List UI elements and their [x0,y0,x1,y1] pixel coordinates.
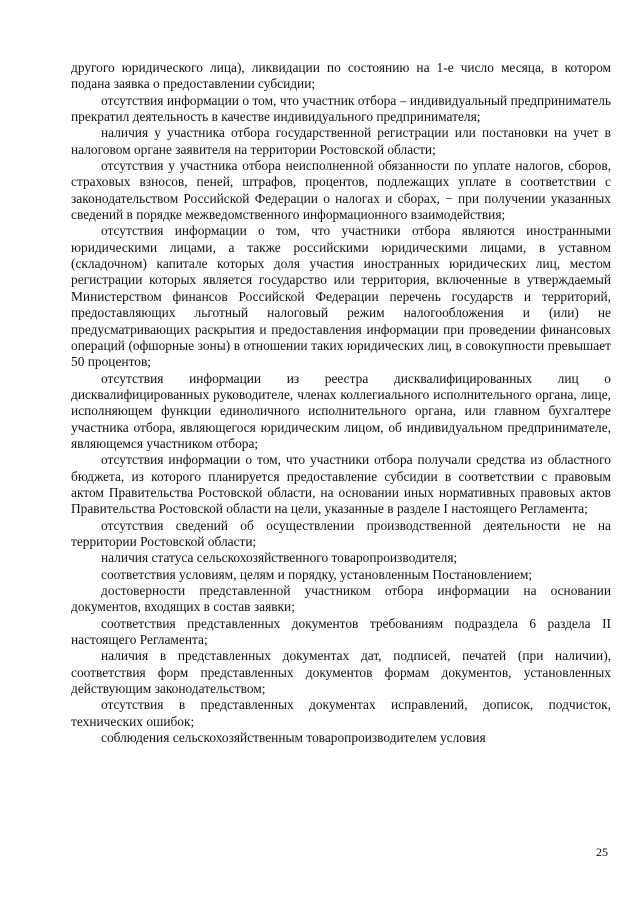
paragraph: наличия статуса сельскохозяйственного товаропроизводителя; [101,550,458,566]
paragraph: наличия в представленных документах дат, подписей, печатей (при наличии), соответствия форм представленных документов формам документов, установленных действующим законодательством; [71,648,611,697]
paragraph: отсутствия информации из реестра дисквалифицированных лиц о дисквалифицированных руководителе, членах коллегиального исполнительного органа, лице, исполняющем функции единоличного исполнительного органа, или главном бухгалтере участника отбора, являющегося юридическим лицом, об индивидуальном предпринимателе, являющемся участником отбора; [71,370,611,451]
body-text [71,60,611,746]
paragraph: отсутствия у участника отбора неисполненной обязанности по уплате налогов, сборов, страховых взносов, пеней, штрафов, процентов, подлежащих уплате в соответствии с законодательством Российской Федерации о налогах и сборах, − при получении указанных сведений в порядке межведомственного информационного взаимодействия; [71,158,611,223]
paragraph: другого юридического лица), ликвидации по состоянию на 1-е число месяца, в котором подана заявка о предоставлении субсидии; [71,60,611,92]
paragraph: достоверности представленной участником отбора информации на основании документов, входящих в состав заявки; [71,583,611,615]
paragraph: соблюдения сельскохозяйственным товаропроизводителем условия [101,730,486,746]
paragraph: отсутствия информации о том, что участники отбора являются иностранными юридическими лицами, а также российскими юридическими лицами, в уставном (складочном) капитале которых доля участия иностранных юридических лиц, местом регистрации которых является государство или территория, включенные в утверждаемый Министерством финансов Российской Федерации перечень государств и территорий, предоставляющих льготный налоговый режим налогообложения и (или) не предусматривающих раскрытия и предоставления информации при проведении финансовых операций (офшорные зоны) в отношении таких юридических лиц, в совокупности превышает 50 процентов; [71,223,611,370]
paragraph: отсутствия сведений об осуществлении производственной деятельности не на территории Ростовской области; [71,517,611,549]
paragraph: наличия у участника отбора государственной регистрации или постановки на учет в налоговом органе заявителя на территории Ростовской области; [71,125,611,157]
paragraph: соответствия условиям, целям и порядку, установленным Постановлением; [101,566,533,582]
paragraph: отсутствия информации о том, что участник отбора – индивидуальный предприниматель прекратил деятельность в качестве индивидуального предпринимателя; [71,92,611,125]
page-number: 25 [596,845,608,859]
paragraph: отсутствия информации о том, что участники отбора получали средства из областного бюджета, из которого планируется предоставление субсидии в соответствии с правовым актом Правительства Ростовской области, на основании иных нормативных правовых актов Правительства Ростовской области на цели, указанные в разделе I настоящего Регламента; [71,452,611,517]
paragraph: соответствия представленных документов требованиям подраздела 6 раздела II настоящего Регламента; [71,615,611,648]
paragraph: отсутствия в представленных документах исправлений, дописок, подчисток, технических ошибок; [71,697,611,729]
